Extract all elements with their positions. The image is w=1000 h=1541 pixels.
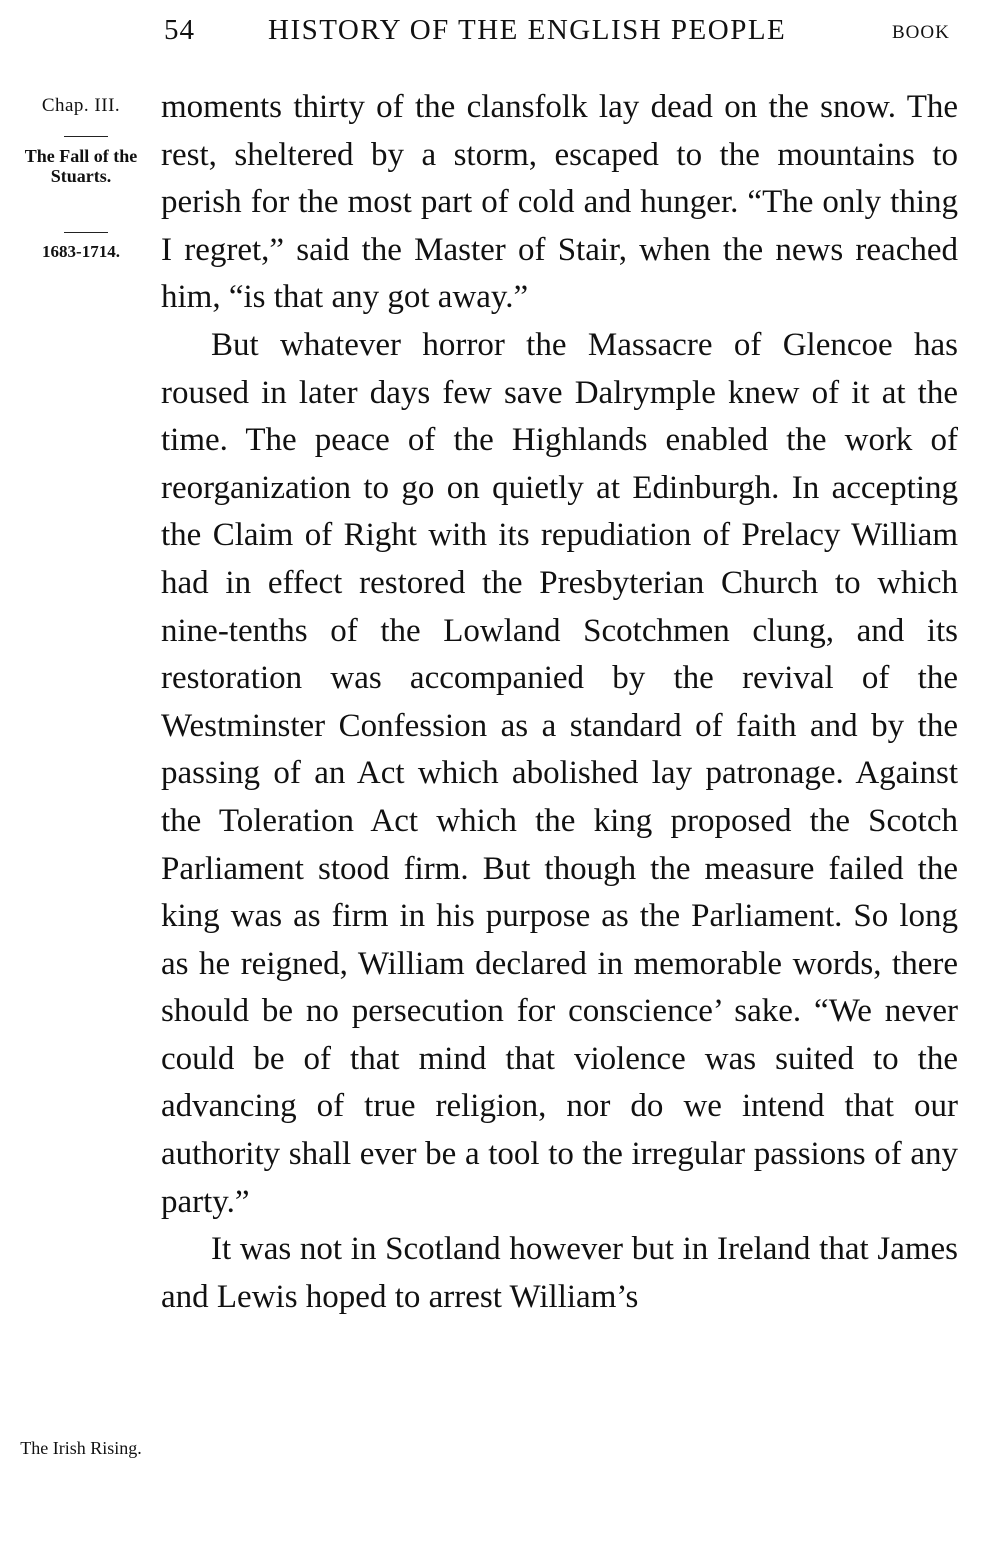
paragraph-continuation: moments thirty of the clansfolk lay dead on the snow. The rest, sheltered by a storm, escaped to the mountains to perish for the most part of cold and hunger. “The only thing I regret,” said the Master of Stair, when the news reached him, “is that any got away.” (161, 89, 958, 316)
paragraph-glencoe-aftermath: But whatever horror the Massacre of Glencoe has roused in later days few save Dalrymple knew of it at the time. The peace of the Highlands enabled the work of reorganization to go on quietly at Edinburgh. In accepting the Claim of Right with its repudiation of Prelacy William had in effect restored the Presbyterian Church to which nine-tenths of the Lowland Scotchmen clung, and its restoration was accompanied by the revival of the Westminster Confession as a standard of faith and by the passing of an Act which abolished lay patronage. Against the Toleration Act which the king proposed the Scotch Parliament stood firm. But though the measure failed the king was as firm in his purpose as the Parliament. So long as he reigned, William declared in memorable words, there should be no persecution for conscience’ sake. “We never could be of that mind that violence was suited to the advancing of true religion, nor do we intend that our authority shall ever be a tool to the irregular passions of any party.” (161, 326, 958, 1220)
body-text (161, 84, 958, 1321)
page-number: 54 (164, 14, 195, 46)
paragraph-irish-rising: It was not in Scotland however but in Ireland that James and Lewis hoped to arrest William’s (161, 1231, 958, 1315)
margin-chapter-note: Chap. III. (41, 95, 121, 116)
margin-section-title: The Fall of the Stuarts. (24, 146, 138, 186)
header-book-label: BOOK (892, 22, 950, 43)
running-title: HISTORY OF THE ENGLISH PEOPLE (268, 14, 787, 46)
margin-divider (64, 232, 108, 233)
running-header (0, 14, 1000, 54)
margin-irish-rising-note: The Irish Rising. (20, 1438, 142, 1458)
margin-divider (64, 136, 108, 137)
margin-date-range: 1683-1714. (42, 242, 120, 261)
